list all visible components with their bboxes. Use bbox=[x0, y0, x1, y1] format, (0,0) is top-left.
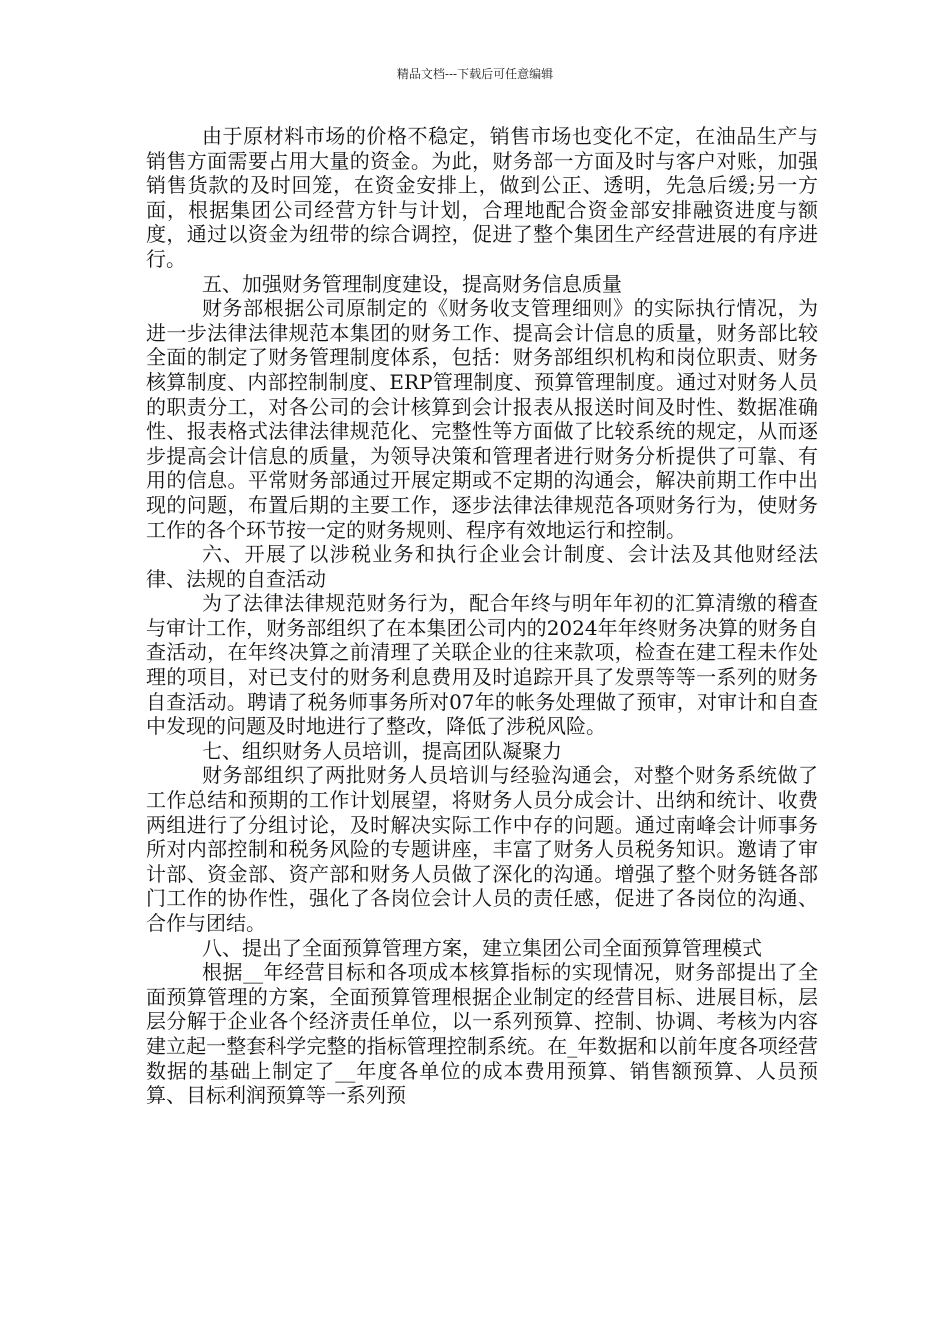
section-heading-6: 六、开展了以涉税业务和执行企业会计制度、会计法及其他财经法律、法规的自查活动 bbox=[146, 542, 818, 591]
paragraph-budget: 根据__年经营目标和各项成本核算指标的实现情况，财务部提出了全面预算管理的方案，全面预算管理根据企业制定的经营目标、进展目标，层层分解于企业各个经济责任单位，以一系列预算、控制、协调、考核为内容建立起一整套科学完整的指标管理控制系统。在_年数据和以前年度各项经营数据的基础上制定了__年度各单位的成本费用预算、销售额预算、人员预算、目标利润预算等一系列预 bbox=[146, 960, 818, 1108]
section-heading-5: 五、加强财务管理制度建设，提高财务信息质量 bbox=[202, 271, 622, 296]
section-heading-8: 八、提出了全面预算管理方案，建立集团公司全面预算管理模式 bbox=[202, 935, 762, 960]
paragraph-funding: 由于原材料市场的价格不稳定，销售市场也变化不定，在油品生产与销售方面需要占用大量的资金。为此，财务部一方面及时与客户对账，加强销售货款的及时回笼，在资金安排上，做到公正、透明，先急后缓;另一方面，根据集团公司经营方针与计划，合理地配合资金部安排融资进度与额度，通过以资金为纽带的综合调控，促进了整个集团生产经营进展的有序进行。 bbox=[146, 124, 818, 271]
paragraph-training: 财务部组织了两批财务人员培训与经验沟通会，对整个财务系统做了工作总结和预期的工作计划展望，将财务人员分成会计、出纳和统计、收费两组进行了分组讨论，及时解决实际工作中存的问题。通过南峰会计师事务所对内部控制和税务风险的专题讲座，丰富了财务人员税务知识。邀请了审计部、资金部、资产部和财务人员做了深化的沟通。增强了整个财务链各部门工作的协作性，强化了各岗位会计人员的责任感，促进了各岗位的沟通、合作与团结。 bbox=[146, 763, 818, 935]
paragraph-self-inspection: 为了法律法律规范财务行为，配合年终与明年年初的汇算清缴的稽查与审计工作，财务部组织了在本集团公司内的2024年年终财务决算的财务自查活动，在年终决算之前清理了关联企业的往来款项，检查在建工程未作处理的项目，对已支付的财务利息费用及时追踪开具了发票等等一系列的财务自查活动。聘请了税务师事务所对07年的帐务处理做了预审，对审计和自查中发现的问题及时地进行了整改，降低了涉税风险。 bbox=[146, 591, 818, 739]
section-heading-7: 七、组织财务人员培训，提高团队凝聚力 bbox=[202, 738, 562, 763]
page-header: 精品文档---下载后可任意编辑 bbox=[396, 67, 554, 81]
paragraph-management-system: 财务部根据公司原制定的《财务收支管理细则》的实际执行情况，为进一步法律法律规范本集团的财务工作、提高会计信息的质量，财务部比较全面的制定了财务管理制度体系，包括：财务部组织机构和岗位职责、财务核算制度、内部控制制度、ERP管理制度、预算管理制度。通过对财务人员的职责分工，对各公司的会计核算到会计报表从报送时间及时性、数据准确性、报表格式法律法律规范化、完整性等方面做了比较系统的规定，从而逐步提高会计信息的质量，为领导决策和管理者进行财务分析提供了可靠、有用的信息。平常财务部通过开展定期或不定期的沟通会，解决前期工作中出现的问题，布置后期的主要工作，逐步法律法律规范各项财务行为，使财务工作的各个环节按一定的财务规则、程序有效地运行和控制。 bbox=[146, 296, 818, 542]
document-body bbox=[146, 124, 818, 1108]
